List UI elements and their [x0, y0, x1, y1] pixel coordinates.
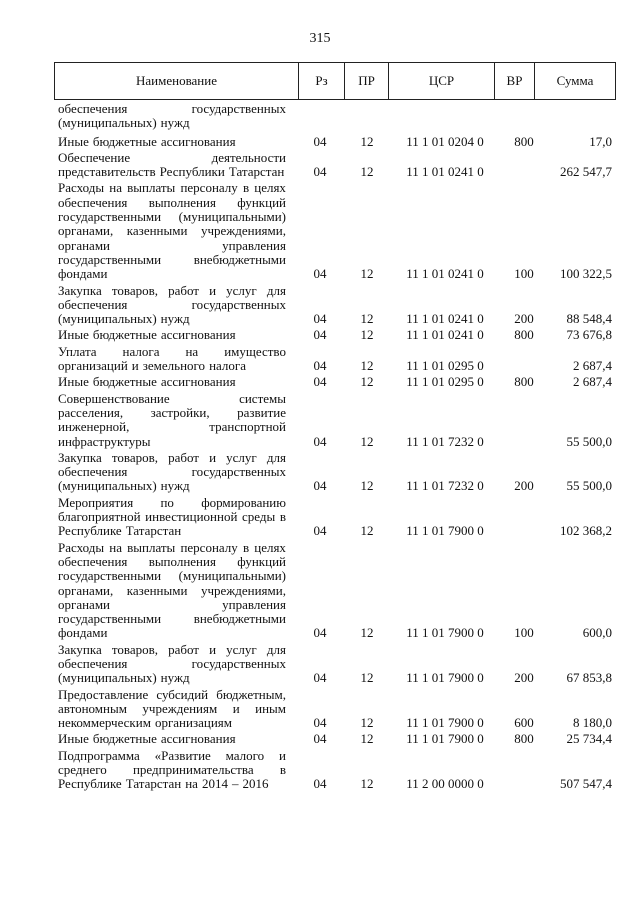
row-name-word: Расходы: [58, 539, 105, 555]
row-sum: 8 180,0: [573, 715, 612, 731]
row-name-word: Татарстан: [228, 164, 285, 180]
row-name-word: фондами: [58, 625, 108, 641]
row-rz: 04: [313, 133, 327, 149]
table-row: [54, 496, 616, 539]
row-name-line: [58, 102, 286, 116]
row-name-word: внебюджетными: [193, 611, 286, 627]
row-name-word: учреждениями,: [200, 223, 286, 239]
row-pr: 12: [360, 311, 374, 327]
row-name-word: иным: [255, 700, 286, 716]
row-name-word: малого: [225, 747, 265, 763]
row-name-word: Расходы: [58, 180, 105, 196]
row-name-word: ассигнования: [160, 133, 236, 149]
row-name-word: среды: [242, 509, 276, 525]
row-name-word: и: [232, 700, 240, 716]
row-name-line: [58, 626, 286, 640]
row-name-line: [58, 345, 286, 359]
row-name-word: в: [279, 762, 286, 778]
row-name-word: на: [185, 343, 199, 359]
row-pr: 12: [360, 433, 374, 449]
table-row: [54, 181, 616, 281]
row-rz: 04: [313, 311, 327, 327]
row-name-word: 2016: [242, 776, 269, 792]
row-name-line: [58, 406, 286, 420]
row-name-word: обеспечения: [58, 553, 128, 569]
row-sum: 507 547,4: [560, 776, 612, 792]
table-header: [54, 62, 616, 100]
row-sum: 2 687,4: [573, 374, 612, 390]
row-name-word: бюджетным,: [216, 686, 286, 702]
table-row: [54, 541, 616, 641]
row-csr: 11 1 01 0295 0: [406, 374, 484, 390]
row-name-line: [58, 312, 286, 326]
row-name-word: бюджетные: [92, 731, 157, 747]
row-name-word: Иные: [58, 374, 89, 390]
row-name-word: товаров,: [111, 449, 158, 465]
row-name-word: функций: [237, 194, 286, 210]
row-name-word: казенными: [126, 582, 188, 598]
row-name-word: нужд: [160, 670, 190, 686]
row-name-word: 2014: [201, 776, 228, 792]
row-name-line: [58, 267, 286, 281]
row-name: [54, 102, 286, 131]
row-name-word: нужд: [160, 115, 190, 131]
row-name: [54, 451, 286, 494]
row-name-word: Республике: [58, 523, 122, 539]
row-name-word: системы: [239, 390, 286, 406]
row-name-line: [58, 253, 286, 267]
row-vr: 800: [514, 374, 534, 390]
row-sum: 262 547,7: [560, 164, 612, 180]
row-name-line: [58, 524, 286, 538]
row-name-word: органами,: [58, 223, 114, 239]
row-name-word: ассигнования: [160, 374, 236, 390]
row-name-word: субсидий: [156, 686, 209, 702]
row-name: [54, 749, 286, 792]
row-name: [54, 375, 286, 389]
row-name-word: органами: [58, 237, 111, 253]
row-name-line: [58, 510, 286, 524]
row-name-line: [58, 657, 286, 671]
row-name-word: Татарстан: [125, 523, 182, 539]
row-vr: 600: [514, 715, 534, 731]
row-name-line: [58, 555, 286, 569]
row-name-word: услуг: [226, 282, 257, 298]
row-csr: 11 1 01 0241 0: [406, 311, 484, 327]
row-pr: 12: [360, 266, 374, 282]
row-name-word: инженерной,: [58, 419, 130, 435]
row-name-word: транспортной: [209, 419, 286, 435]
row-name-line: [58, 116, 286, 130]
row-pr: 12: [360, 670, 374, 686]
table-row: [54, 151, 616, 180]
row-rz: 04: [313, 776, 327, 792]
row-name-word: услуг: [226, 449, 257, 465]
table-body: [54, 102, 616, 794]
row-name-line: [58, 688, 286, 702]
table-row: [54, 749, 616, 792]
row-csr: 11 1 01 7900 0: [406, 731, 484, 747]
row-name-word: налога: [209, 358, 246, 374]
row-sum: 73 676,8: [566, 327, 612, 343]
row-name: [54, 541, 286, 641]
row-name-line: [58, 671, 286, 685]
row-name-line: [58, 151, 286, 165]
row-name-word: на: [109, 539, 122, 555]
table-row: [54, 328, 616, 342]
row-name-word: функций: [237, 553, 286, 569]
row-rz: 04: [313, 164, 327, 180]
row-vr: 800: [514, 133, 534, 149]
row-sum: 55 500,0: [566, 478, 612, 494]
row-name: [54, 151, 286, 180]
row-name-line: [58, 702, 286, 716]
row-name-line: [58, 716, 286, 730]
row-name-word: государственными: [58, 568, 162, 584]
row-name-line: [58, 479, 286, 493]
row-name-word: выполнения: [148, 553, 216, 569]
row-sum: 55 500,0: [566, 433, 612, 449]
row-name-word: нужд: [160, 478, 190, 494]
row-name-word: персоналу: [180, 539, 238, 555]
row-name-word: бюджетные: [92, 327, 157, 343]
row-name-word: персоналу: [180, 180, 238, 196]
row-rz: 04: [313, 625, 327, 641]
row-name-word: выплаты: [127, 180, 176, 196]
row-name-line: [58, 496, 286, 510]
row-name-line: [58, 298, 286, 312]
row-name-line: [58, 392, 286, 406]
row-name-line: [58, 359, 286, 373]
row-csr: 11 1 01 0241 0: [406, 327, 484, 343]
row-csr: 11 1 01 7900 0: [406, 670, 484, 686]
header-pr: ПР: [345, 63, 389, 99]
row-name-word: и: [279, 747, 286, 763]
row-csr: 11 1 01 7900 0: [406, 625, 484, 641]
row-name-word: предпринимательства: [132, 762, 254, 778]
row-name-word: учреждениям: [142, 700, 218, 716]
row-name-word: Совершенствование: [58, 390, 170, 406]
row-name-word: обеспечения: [58, 464, 128, 480]
row-name-line: [58, 732, 286, 746]
row-pr: 12: [360, 164, 374, 180]
row-name: [54, 328, 286, 342]
row-name-word: инфраструктуры: [58, 433, 151, 449]
table-row: [54, 451, 616, 494]
row-name-line: [58, 135, 286, 149]
row-name-word: органами,: [58, 582, 114, 598]
row-name-word: организациям: [154, 715, 232, 731]
row-sum: 600,0: [582, 625, 612, 641]
row-name-word: Иные: [58, 731, 89, 747]
row-name-word: Татарстан: [125, 776, 182, 792]
row-rz: 04: [313, 715, 327, 731]
row-name-word: и: [209, 641, 217, 657]
row-name: [54, 496, 286, 539]
row-vr: 100: [514, 625, 534, 641]
page-number: 315: [309, 31, 331, 46]
row-name: [54, 643, 286, 686]
row-name-word: обеспечения: [58, 101, 128, 116]
row-name: [54, 732, 286, 746]
row-pr: 12: [360, 715, 374, 731]
row-pr: 12: [360, 358, 374, 374]
row-name-word: имущество: [224, 343, 286, 359]
row-name-word: Иные: [58, 133, 89, 149]
row-vr: 200: [514, 311, 534, 327]
row-name: [54, 392, 286, 449]
table-row: [54, 732, 616, 746]
row-sum: 102 368,2: [560, 523, 612, 539]
row-name-word: ассигнования: [160, 327, 236, 343]
row-name-word: выплаты: [127, 539, 176, 555]
row-name-line: [58, 777, 286, 791]
row-name-word: и: [209, 282, 217, 298]
row-name-word: Обеспечение: [58, 149, 131, 165]
row-name-word: управления: [222, 596, 286, 612]
row-csr: 11 1 01 0204 0: [406, 133, 484, 149]
row-name-word: работ: [168, 641, 199, 657]
row-name-word: благоприятной: [58, 509, 141, 525]
row-sum: 17,0: [589, 133, 612, 149]
row-name-line: [58, 375, 286, 389]
row-pr: 12: [360, 478, 374, 494]
row-rz: 04: [313, 731, 327, 747]
row-name-word: налога: [122, 343, 160, 359]
row-name-word: некоммерческим: [58, 715, 151, 731]
row-name-word: в: [242, 539, 250, 555]
header-sum: Сумма: [556, 73, 594, 88]
row-name-word: внебюджетными: [193, 251, 286, 267]
row-name-word: ассигнования: [160, 731, 236, 747]
row-name-word: Республики: [159, 164, 225, 180]
row-name-word: застройки,: [150, 404, 210, 420]
row-vr: 100: [514, 266, 534, 282]
row-name-word: органами: [58, 596, 111, 612]
row-name-word: на: [185, 776, 198, 792]
row-name-word: нужд: [160, 311, 190, 327]
row-csr: 11 1 01 0295 0: [406, 358, 484, 374]
row-sum: 67 853,8: [566, 670, 612, 686]
table-row: [54, 643, 616, 686]
row-name-word: представительств: [58, 164, 156, 180]
row-name-word: формированию: [201, 494, 286, 510]
row-name-line: [58, 569, 286, 583]
table-row: [54, 688, 616, 731]
table-row: [54, 392, 616, 449]
row-name-word: работ: [168, 449, 199, 465]
row-name-word: и: [209, 449, 217, 465]
row-name-word: –: [231, 776, 239, 792]
row-name-word: и: [131, 358, 139, 374]
row-name-word: «Развитие: [154, 747, 211, 763]
row-rz: 04: [313, 327, 327, 343]
row-rz: 04: [313, 670, 327, 686]
row-name-line: [58, 763, 286, 777]
row-name-word: деятельности: [211, 149, 286, 165]
row-csr: 11 1 01 0241 0: [406, 266, 484, 282]
row-csr: 11 1 01 7900 0: [406, 715, 484, 731]
row-sum: 25 734,4: [566, 731, 612, 747]
header-vr: ВР: [495, 63, 535, 99]
row-name-word: (муниципальных): [58, 311, 157, 327]
row-name-line: [58, 210, 286, 224]
row-pr: 12: [360, 327, 374, 343]
row-name-word: инвестиционной: [145, 509, 238, 525]
row-csr: 11 1 01 7900 0: [406, 523, 484, 539]
row-pr: 12: [360, 625, 374, 641]
row-name-word: (муниципальных): [58, 670, 157, 686]
row-name-line: [58, 465, 286, 479]
row-name-word: государственными: [58, 611, 162, 627]
row-name-line: [58, 435, 286, 449]
row-name-word: (муниципальными): [178, 209, 286, 225]
row-name-word: государственными: [58, 251, 162, 267]
row-name-line: [58, 181, 286, 195]
row-name: [54, 284, 286, 327]
row-name-word: Предоставление: [58, 686, 149, 702]
row-csr: 11 1 01 7232 0: [406, 478, 484, 494]
table-row: [54, 135, 616, 149]
row-name-line: [58, 284, 286, 298]
row-csr: 11 1 01 0241 0: [406, 164, 484, 180]
row-name-word: Закупка: [58, 449, 102, 465]
row-name-line: [58, 451, 286, 465]
row-name-word: Подпрограмма: [58, 747, 140, 763]
row-name-word: по: [160, 494, 174, 510]
row-name-word: государственными: [58, 209, 162, 225]
row-name-line: [58, 541, 286, 555]
row-name-word: Иные: [58, 327, 89, 343]
row-name-word: организаций: [58, 358, 128, 374]
row-name-line: [58, 612, 286, 626]
row-name-word: для: [266, 641, 286, 657]
row-name-word: бюджетные: [92, 374, 157, 390]
row-name-word: работ: [168, 282, 199, 298]
header-csr: ЦСР: [389, 63, 495, 99]
row-name-word: Уплата: [58, 343, 97, 359]
row-vr: 200: [514, 478, 534, 494]
row-name-word: в: [279, 509, 286, 525]
row-name-word: казенными: [126, 223, 188, 239]
row-name-word: для: [266, 449, 286, 465]
row-name-word: выполнения: [148, 194, 216, 210]
row-name-word: товаров,: [111, 641, 158, 657]
row-name-word: обеспечения: [58, 655, 128, 671]
row-rz: 04: [313, 523, 327, 539]
row-name-word: для: [266, 282, 286, 298]
row-name-line: [58, 584, 286, 598]
row-name-word: обеспечения: [58, 194, 128, 210]
row-name-line: [58, 598, 286, 612]
header-rz: Рз: [299, 63, 345, 99]
row-pr: 12: [360, 731, 374, 747]
row-name-line: [58, 420, 286, 434]
header-name: Наименование: [55, 63, 299, 99]
table-row: [54, 284, 616, 327]
row-name-word: товаров,: [111, 282, 158, 298]
row-name-word: в: [242, 180, 250, 196]
row-name-word: государственных: [191, 655, 286, 671]
row-name-word: обеспечения: [58, 296, 128, 312]
row-name-word: Республике: [58, 776, 122, 792]
row-name-word: земельного: [142, 358, 206, 374]
row-name: [54, 181, 286, 281]
row-pr: 12: [360, 374, 374, 390]
row-vr: 800: [514, 327, 534, 343]
row-name-word: фондами: [58, 266, 108, 282]
row-name-word: (муниципальных): [58, 478, 157, 494]
row-name-line: [58, 165, 286, 179]
row-name-line: [58, 749, 286, 763]
row-name-word: автономным: [58, 700, 127, 716]
row-rz: 04: [313, 358, 327, 374]
table-row: [54, 345, 616, 374]
row-name-line: [58, 328, 286, 342]
row-name-word: бюджетные: [92, 133, 157, 149]
row-name: [54, 345, 286, 374]
row-name-word: государственных: [191, 101, 286, 116]
row-name-word: Закупка: [58, 641, 102, 657]
row-name-word: среднего: [58, 762, 107, 778]
row-pr: 12: [360, 523, 374, 539]
row-sum: 100 322,5: [560, 266, 612, 282]
row-name: [54, 688, 286, 731]
row-name-word: целях: [254, 539, 286, 555]
row-name-word: Закупка: [58, 282, 102, 298]
row-pr: 12: [360, 133, 374, 149]
row-rz: 04: [313, 374, 327, 390]
row-csr: 11 1 01 7232 0: [406, 433, 484, 449]
row-name-line: [58, 196, 286, 210]
row-rz: 04: [313, 433, 327, 449]
row-vr: 200: [514, 670, 534, 686]
row-name-word: государственных: [191, 296, 286, 312]
row-csr: 11 2 00 0000 0: [406, 776, 484, 792]
row-name-word: государственных: [191, 464, 286, 480]
row-name-line: [58, 239, 286, 253]
row-name-word: на: [109, 180, 122, 196]
row-name-word: управления: [222, 237, 286, 253]
row-name-word: развитие: [237, 404, 286, 420]
row-name-word: (муниципальными): [178, 568, 286, 584]
row-name: [54, 135, 286, 149]
row-name-line: [58, 643, 286, 657]
row-vr: 800: [514, 731, 534, 747]
table-row: [54, 375, 616, 389]
row-rz: 04: [313, 478, 327, 494]
table-row: [54, 102, 616, 131]
row-name-word: (муниципальных): [58, 115, 157, 131]
row-pr: 12: [360, 776, 374, 792]
row-sum: 2 687,4: [573, 358, 612, 374]
row-name-word: целях: [254, 180, 286, 196]
row-rz: 04: [313, 266, 327, 282]
row-name-word: расселения,: [58, 404, 124, 420]
row-name-word: учреждениями,: [200, 582, 286, 598]
row-name-word: услуг: [226, 641, 257, 657]
row-sum: 88 548,4: [566, 311, 612, 327]
row-name-word: Мероприятия: [58, 494, 134, 510]
row-name-line: [58, 224, 286, 238]
